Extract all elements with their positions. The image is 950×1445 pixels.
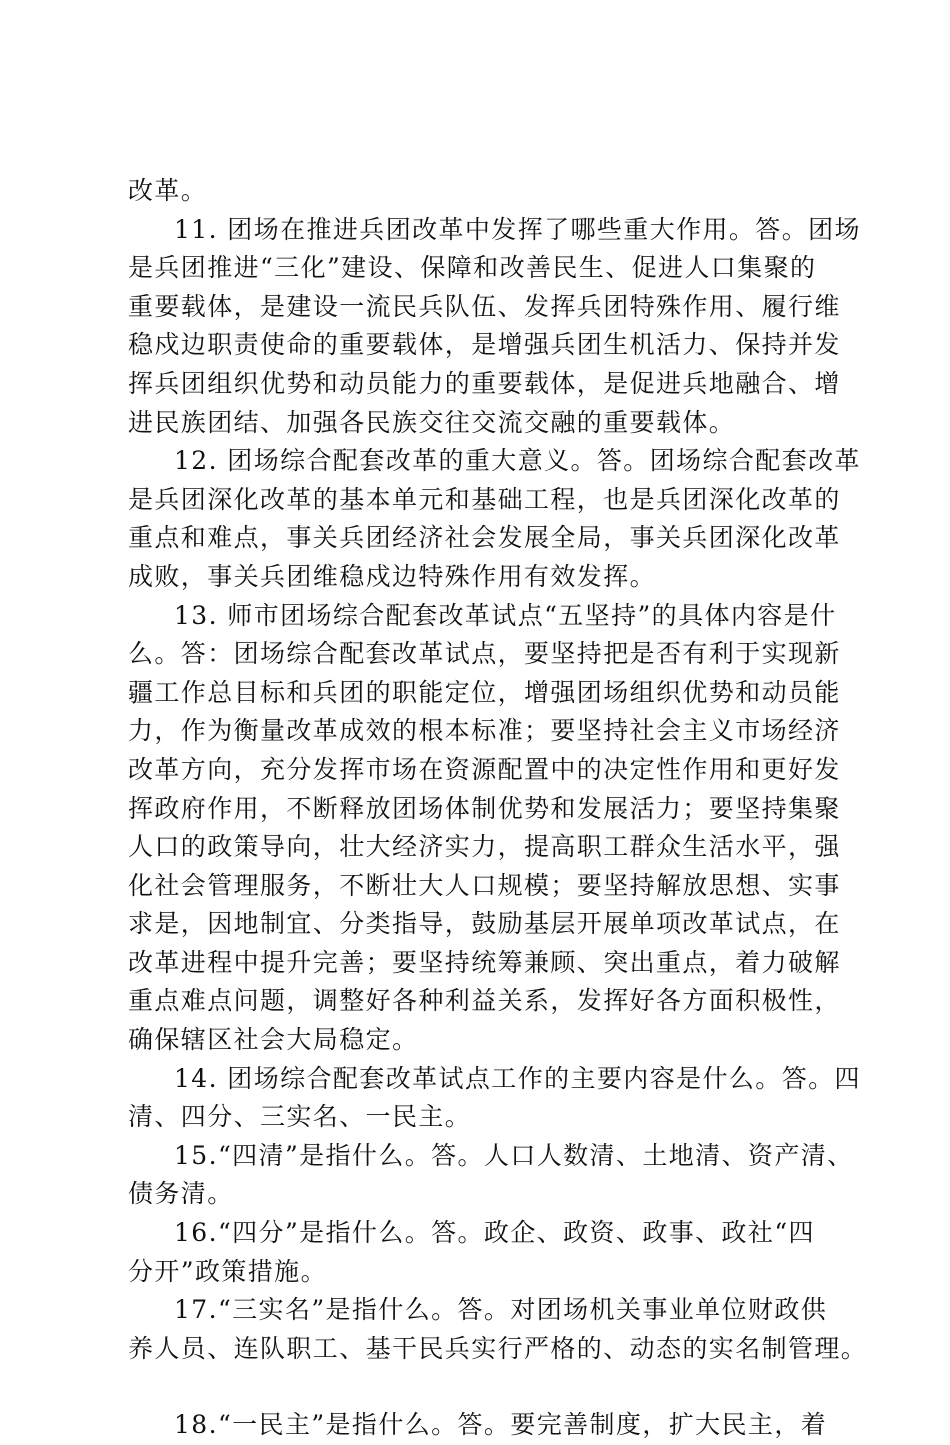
text-line: 进民族团结、加强各民族交往交流交融的重要载体。 (128, 407, 736, 437)
paragraph-first-line: 14. 团场综合配套改革试点工作的主要内容是什么。答。四 (174, 1063, 861, 1093)
text-line: 求是，因地制宜、分类指导，鼓励基层开展单项改革试点，在 (128, 909, 841, 939)
paragraph-gap (128, 1368, 834, 1406)
text-line: 重点和难点，事关兵团经济社会发展全局，事关兵团深化改革 (128, 523, 841, 553)
text-line: 重要载体，是建设一流民兵队伍、发挥兵团特殊作用、履行维 (128, 291, 841, 321)
text-line: 挥政府作用，不断释放团场体制优势和发展活力；要坚持集聚 (128, 793, 841, 823)
text-line: 成败，事关兵团维稳戍边特殊作用有效发挥。 (128, 561, 657, 591)
paragraph-first-line: 17.“三实名”是指什么。答。对团场机关事业单位财政供 (174, 1295, 828, 1325)
paragraph-first-line: 11. 团场在推进兵团改革中发挥了哪些重大作用。答。团场 (174, 214, 861, 244)
text-line: 清、四分、三实名、一民主。 (128, 1102, 472, 1132)
paragraph-first-line: 15.“四清”是指什么。答。人口人数清、土地清、资产清、 (174, 1140, 854, 1170)
text-line: 养人员、连队职工、基干民兵实行严格的、动态的实名制管理。 (128, 1333, 868, 1363)
text-line: 稳戍边职责使命的重要载体，是增强兵团生机活力、保持并发 (128, 330, 841, 360)
text-line: 是兵团推进“三化”建设、保障和改善民生、促进人口集聚的 (128, 253, 817, 283)
paragraph-first-line: 16.“四分”是指什么。答。政企、政资、政事、政社“四 (174, 1218, 815, 1248)
text-line: 确保辖区社会大局稳定。 (128, 1025, 419, 1055)
text-line: 人口的政策导向，壮大经济实力，提高职工群众生活水平，强 (128, 832, 841, 862)
text-line: 是兵团深化改革的基本单元和基础工程，也是兵团深化改革的 (128, 484, 841, 514)
document-body (128, 172, 868, 1445)
text-line: 债务清。 (128, 1179, 234, 1209)
text-line: 分开”政策措施。 (128, 1256, 327, 1286)
text-line: 么。答：团场综合配套改革试点，要坚持把是否有利于实现新 (128, 639, 841, 669)
text-line: 改革。 (128, 176, 208, 205)
text-line: 重点难点问题，调整好各种利益关系，发挥好各方面积极性， (128, 986, 841, 1016)
paragraph-first-line: 12. 团场综合配套改革的重大意义。答。团场综合配套改革 (174, 446, 861, 476)
paragraph-first-line: 18.“一民主”是指什么。答。要完善制度，扩大民主，着 (174, 1410, 828, 1440)
text-line: 改革进程中提升完善；要坚持统筹兼顾、突出重点，着力破解 (128, 947, 841, 977)
text-line: 力，作为衡量改革成效的根本标准；要坚持社会主义市场经济 (128, 716, 841, 746)
text-line: 挥兵团组织优势和动员能力的重要载体，是促进兵地融合、增 (128, 368, 841, 398)
text-line: 疆工作总目标和兵团的职能定位，增强团场组织优势和动员能 (128, 677, 841, 707)
paragraph-first-line: 13. 师市团场综合配套改革试点“五坚持”的具体内容是什 (174, 600, 837, 630)
text-line: 化社会管理服务，不断壮大人口规模；要坚持解放思想、实事 (128, 870, 841, 900)
text-line: 改革方向，充分发挥市场在资源配置中的决定性作用和更好发 (128, 754, 841, 784)
